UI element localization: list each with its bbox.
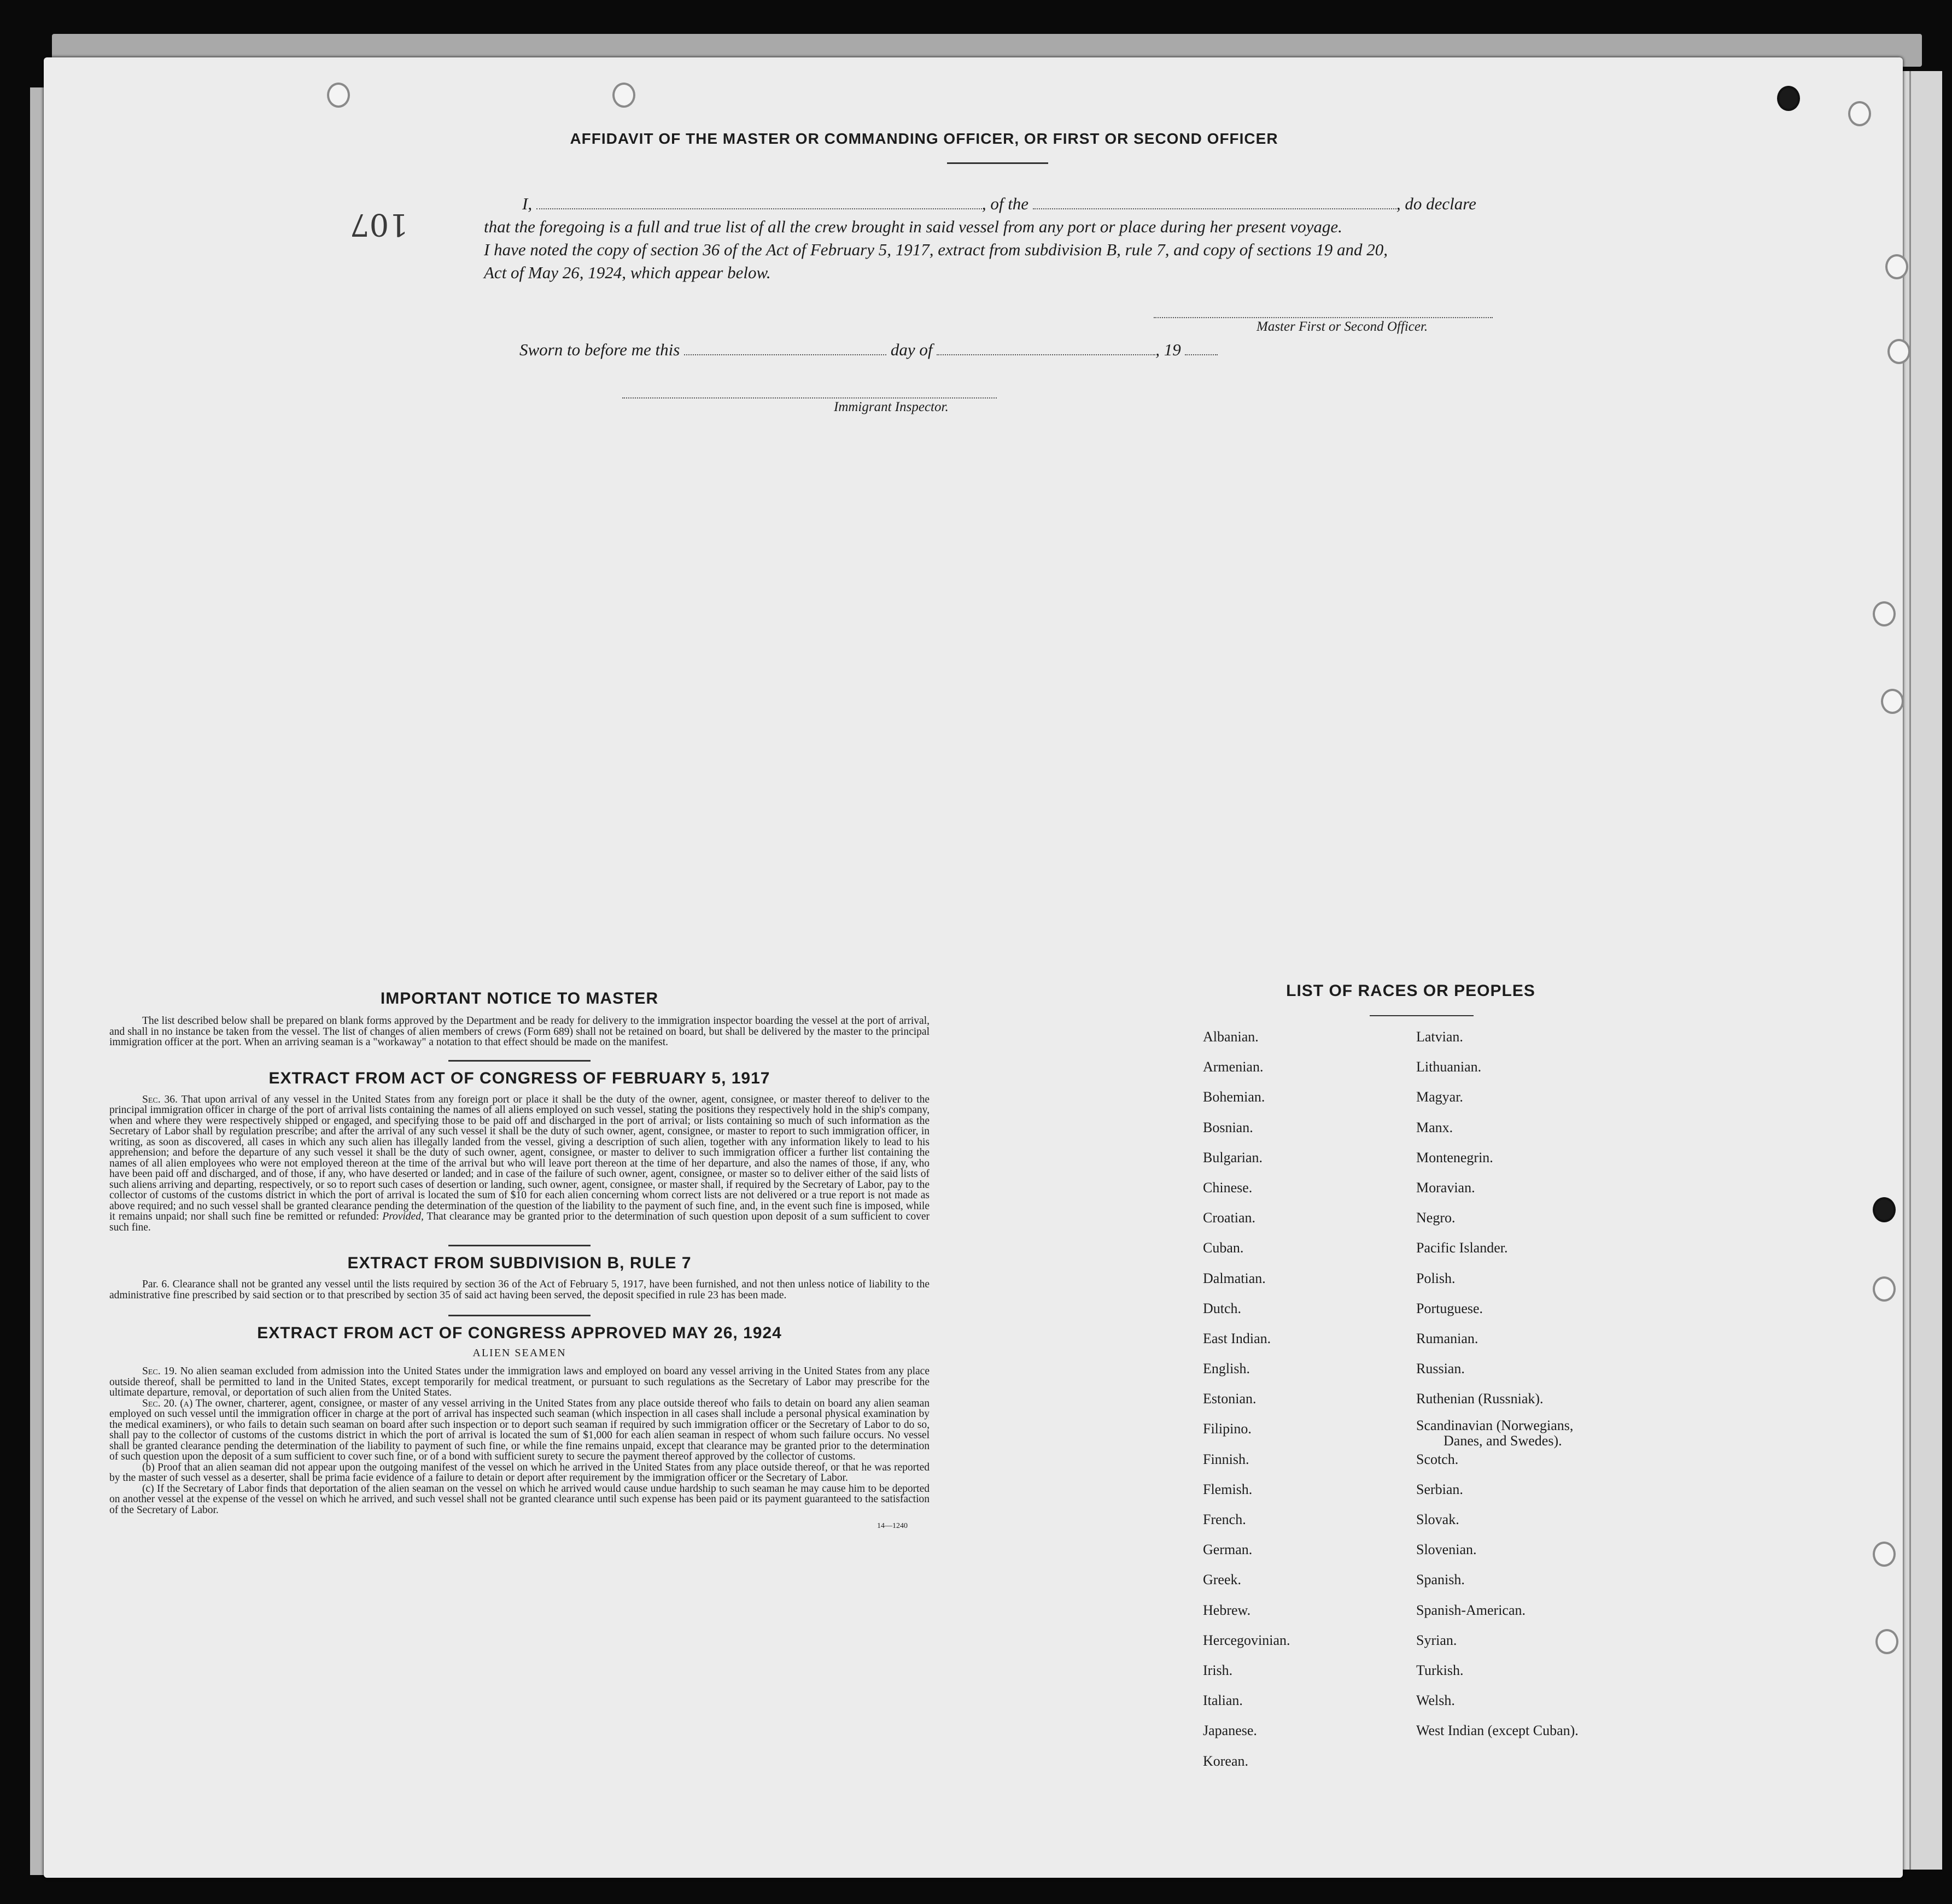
races-title: LIST OF RACES OR PEOPLES <box>1286 982 1535 1000</box>
race-item: Pacific Islander. <box>1416 1240 1508 1256</box>
race-item: Armenian. <box>1203 1059 1264 1075</box>
race-item: Montenegrin. <box>1416 1149 1493 1165</box>
race-item: Dutch. <box>1203 1300 1242 1316</box>
race-item-line: Danes, and Swedes). <box>1443 1433 1562 1449</box>
race-item: Irish. <box>1203 1662 1233 1678</box>
punch-hole <box>1777 86 1800 111</box>
race-item: Negro. <box>1416 1210 1456 1226</box>
race-item: Flemish. <box>1203 1481 1253 1497</box>
sec-20b-text: (b) Proof that an alien seaman did not appear upon the outgoing manifest of the vessel on which he arrived in the United States from any place outside thereof, or that he was reported by the master of such vessel as a deserter, shall be prima facie evidence of a failure to detain or deport after requirement by the immigration officer or the Secretary of Labor. <box>109 1461 930 1484</box>
name-blank[interactable] <box>536 195 982 209</box>
section-divider <box>448 1245 591 1246</box>
sworn-month-blank[interactable] <box>937 341 1155 355</box>
race-item: Manx. <box>1416 1119 1453 1135</box>
races-left-column <box>1203 1026 1290 1780</box>
race-item: Japanese. <box>1203 1723 1257 1739</box>
subdivision-b-text: Par. 6. Clearance shall not be granted any vessel until the lists required by section 36 of the Act of February 5, 1917, have been furnished, and not then unless notice of liability to the administrative fine prescribed by said section or to that prescribed by section 35 of said act having been served, the deposit specified in rule 23 has been made. <box>109 1279 930 1301</box>
punch-hole <box>1873 1197 1896 1222</box>
document-sheet <box>44 57 1903 1878</box>
sec-20a-text: Sec. 20. (a) The owner, charterer, agent, consignee, or master of any vessel arriving in the United States from any place outside thereof who fails to detain on board any alien seaman employed on such vessel until the immigration officer in charge at the port of arrival has inspected such seaman (which inspection in all cases shall include a personal physical examination by the medical examiners), or who fails to detain such seaman on board after such inspection or to deport such seaman if required by such immigration officer or the Secretary of Labor to do so, shall pay to the collector of customs of the customs district in which the port of arrival is located the sum of $1,000 for each alien seaman in respect of whom such failure occurs. No vessel shall be granted clearance pending the determination of the liability to payment of such fine, or while the fine remains unpaid, except that clearance may be granted prior to the determination of such question upon the deposit of a sum sufficient to cover such fine, or of a bond with sufficient surety to secure the payment thereof approved by the collector of customs. <box>109 1397 930 1462</box>
race-item: Estonian. <box>1203 1391 1256 1407</box>
race-item: Slovenian. <box>1416 1542 1477 1558</box>
punch-hole <box>1881 689 1904 714</box>
section-divider <box>448 1315 591 1316</box>
punch-hole <box>1885 254 1908 279</box>
race-item: Turkish. <box>1416 1662 1464 1678</box>
race-item: Hebrew. <box>1203 1602 1251 1618</box>
race-item: Moravian. <box>1416 1179 1475 1196</box>
race-item: Portuguese. <box>1416 1300 1483 1316</box>
race-item: Finnish. <box>1203 1451 1249 1467</box>
race-item: Filipino. <box>1203 1421 1252 1437</box>
race-item: English. <box>1203 1361 1250 1377</box>
race-item: Russian. <box>1416 1361 1465 1377</box>
race-item: Bulgarian. <box>1203 1149 1263 1165</box>
race-item: German. <box>1203 1542 1253 1558</box>
race-item: Croatian. <box>1203 1210 1256 1226</box>
race-item: Polish. <box>1416 1270 1456 1286</box>
declaration-line-2: that the foregoing is a full and true list of all the crew brought in said vessel from any port or place during her present voyage. <box>484 217 1342 236</box>
race-item: Latvian. <box>1416 1029 1463 1045</box>
race-item: Bohemian. <box>1203 1089 1265 1105</box>
race-item: Syrian. <box>1416 1632 1457 1648</box>
race-item <box>1416 1418 1579 1448</box>
notice-title: IMPORTANT NOTICE TO MASTER <box>380 989 659 1007</box>
extract-1924-title: EXTRACT FROM ACT OF CONGRESS APPROVED MAY 26, 1924 <box>257 1324 782 1342</box>
sec-20c-text: (c) If the Secretary of Labor finds that deportation of the alien seaman on the vessel on which he arrived would cause undue hardship to such seaman he may cause him to be deported on another vessel at the expense of the vessel on which he arrived, and such vessel shall not be granted clearance until such expense has been paid or its payment guaranteed to the satisfaction of the Secretary of Labor. <box>109 1483 930 1516</box>
vessel-blank[interactable] <box>1033 195 1396 209</box>
inspector-signature-line[interactable] <box>622 397 997 399</box>
race-item: Magyar. <box>1416 1089 1463 1105</box>
race-item: Slovak. <box>1416 1512 1459 1527</box>
affidavit-title: AFFIDAVIT OF THE MASTER OR COMMANDING OFFICER, OR FIRST OR SECOND OFFICER <box>570 130 1278 147</box>
subdivision-b-title: EXTRACT FROM SUBDIVISION B, RULE 7 <box>347 1254 692 1272</box>
alien-seamen-subtitle: ALIEN SEAMEN <box>472 1347 566 1359</box>
race-item: Welsh. <box>1416 1692 1455 1709</box>
sworn-year-blank[interactable] <box>1185 341 1218 355</box>
race-item: Scotch. <box>1416 1451 1459 1467</box>
inspector-caption: Immigrant Inspector. <box>834 400 949 414</box>
punch-hole <box>1848 101 1871 126</box>
races-right-column <box>1416 1026 1579 1750</box>
race-item: Albanian. <box>1203 1029 1259 1045</box>
race-item: Chinese. <box>1203 1179 1253 1196</box>
sworn-day-blank[interactable] <box>684 341 886 355</box>
form-number: 14—1240 <box>877 1522 908 1530</box>
master-caption: Master First or Second Officer. <box>1256 319 1428 334</box>
race-item: Rumanian. <box>1416 1330 1478 1346</box>
declaration-line-1: I, , of the , do declare <box>522 194 1476 213</box>
race-item: East Indian. <box>1203 1330 1271 1346</box>
master-signature-line[interactable] <box>1154 317 1493 318</box>
punch-hole <box>1873 1542 1896 1567</box>
section-divider <box>448 1060 591 1062</box>
race-item: Greek. <box>1203 1572 1242 1588</box>
race-item: Italian. <box>1203 1692 1243 1709</box>
race-item: Korean. <box>1203 1753 1249 1769</box>
punch-hole <box>1875 1629 1898 1654</box>
race-item: French. <box>1203 1512 1246 1527</box>
sec-19-text: Sec. 19. No alien seaman excluded from admission into the United States under the immigration laws and employed on board any vessel arriving in the United States from any place outside thereof, shall be permitted to land in the United States, except temporarily for medical treatment, or pursuant to such regulations as the Secretary of Labor may prescribe for the ultimate departure, removal, or deportation of such alien from the United States. <box>109 1366 930 1398</box>
race-item: Spanish-American. <box>1416 1602 1526 1618</box>
punch-hole <box>612 83 635 108</box>
races-title-rule <box>1370 1015 1474 1016</box>
declaration-line-3: I have noted the copy of section 36 of the Act of February 5, 1917, extract from subdivision B, rule 7, and copy of sections 19 and 20, <box>484 240 1388 259</box>
affidavit-declaration <box>484 192 1523 284</box>
declaration-line-4: Act of May 26, 1924, which appear below. <box>484 263 771 282</box>
affidavit-title-rule <box>947 162 1048 164</box>
sworn-line: Sworn to before me this day of , 19 <box>519 340 1218 360</box>
race-item: Spanish. <box>1416 1572 1465 1588</box>
race-item: Bosnian. <box>1203 1119 1253 1135</box>
notices-column <box>109 989 930 1531</box>
extract-1917-title: EXTRACT FROM ACT OF CONGRESS OF FEBRUARY 5, 1917 <box>268 1069 770 1087</box>
punch-hole <box>1873 1276 1896 1302</box>
extract-1917-text: Sec. 36. That upon arrival of any vessel in the United States from any foreign port or place it shall be the duty of the owner, agent, consignee, or master thereof to deliver to the principal immigration officer in charge of the port of arrival lists containing the names of all aliens employed on such vessel, stating the positions they respectively hold in the ship's company, when and where they were respectively shipped or engaged, and specifying those to be paid off and discharged in the port of arrival; or lists containing so much of such information as the Secretary of Labor shall by regulation prescribe; and after the arrival of any such vessel it shall be the duty of such owner, agent, consignee, or master to report to such immigration officer, in writing, as soon as discovered, all cases in which any such alien has illegally landed from the vessel, giving a description of such alien, together with any information likely to lead to his apprehension; and before the departure of any such vessel it shall be the duty of such owner, agent, consignee, or master to deliver to such immigration officer a further list containing the names of all alien employees who were not employed thereon at the time of the arrival but who will leave port thereon at the time of her departure, and also the names of those, if any, who have been paid off and discharged, and of those, if any, who have deserted or landed; and in case of the failure of such owner, agent, consignee, or master so to deliver either of the said lists of such aliens arriving and departing, respectively, or so to report such cases of desertion or landing, such owner, agent, consignee, or master shall, if required by the Secretary of Labor, pay to the collector of customs of the customs district in which the port of arrival is located the sum of $10 for each alien concerning whom correct lists are not delivered or a true report is not made as above required; and no such vessel shall be granted clearance pending the determination of the question of the liability to the payment of such fine, and, in the event such fine is imposed, while it remains unpaid; nor shall such fine be remitted or refunded: Provided, That clearance may be granted prior to the determination of such question upon deposit of a sum sufficient to cover such fine. <box>109 1093 930 1233</box>
race-item: West Indian (except Cuban). <box>1416 1723 1579 1739</box>
race-item: Cuban. <box>1203 1240 1244 1256</box>
notice-text: The list described below shall be prepared on blank forms approved by the Department and be ready for delivery to the immigration inspector boarding the vessel at the port of arrival, and shall in no instance be taken from the vessel. The list of changes of alien members of crews (Form 689) shall not be retained on board, but shall be delivered by the master to the principal immigration officer at the port. When an arriving seaman is a "workaway" a notation to that effect should be made on the manifest. <box>109 1015 930 1048</box>
handwritten-mark: 107 <box>350 207 408 242</box>
race-item-line: Scandinavian (Norwegians, <box>1416 1417 1574 1434</box>
race-item: Lithuanian. <box>1416 1059 1482 1075</box>
punch-hole <box>1887 339 1910 364</box>
punch-hole <box>1873 601 1896 626</box>
race-item: Ruthenian (Russniak). <box>1416 1391 1544 1407</box>
race-item: Dalmatian. <box>1203 1270 1266 1286</box>
race-item: Hercegovinian. <box>1203 1632 1290 1648</box>
punch-hole <box>327 83 350 108</box>
race-item: Serbian. <box>1416 1481 1463 1497</box>
